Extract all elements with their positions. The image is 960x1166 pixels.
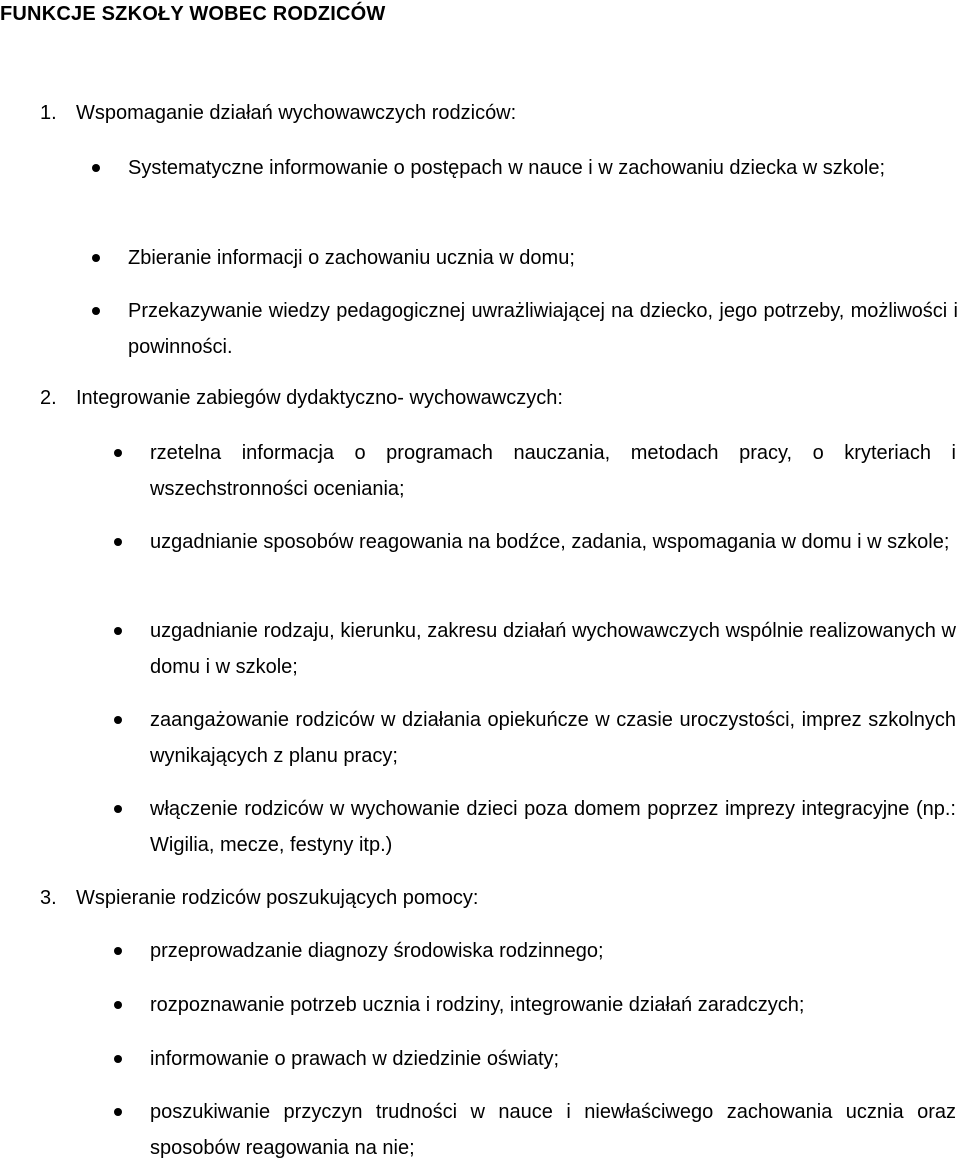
section-heading-text: Integrowanie zabiegów dydaktyczno- wychowawczych: — [76, 387, 563, 409]
bullet-icon — [114, 716, 122, 724]
list-item — [150, 613, 956, 685]
section-number: 1. — [40, 102, 57, 124]
list-item-text: informowanie o prawach w dziedzinie oświaty; — [150, 1048, 560, 1070]
bullet-icon — [92, 164, 100, 172]
list-item — [150, 702, 956, 774]
list-item-text: Systematyczne informowanie o postępach w nauce i w zachowaniu dziecka w szkole; — [128, 157, 886, 179]
bullet-icon — [114, 947, 122, 955]
bullet-icon — [92, 307, 100, 315]
list-item-text: uzgadnianie rodzaju, kierunku, zakresu działań wychowawczych wspólnie realizowanych w domu i w szkole; — [150, 620, 956, 678]
section-2-heading — [40, 386, 563, 410]
section-number: 2. — [40, 387, 57, 409]
list-item-text: rzetelna informacja o programach nauczania, metodach pracy, o kryteriach i wszechstronności oceniania; — [150, 442, 956, 500]
bullet-icon — [114, 538, 122, 546]
bullet-icon — [114, 805, 122, 813]
list-item-text: przeprowadzanie diagnozy środowiska rodzinnego; — [150, 940, 604, 962]
section-number: 3. — [40, 887, 57, 909]
list-item — [150, 1041, 956, 1077]
list-item — [150, 435, 956, 507]
list-item-text: Zbieranie informacji o zachowaniu ucznia w domu; — [128, 247, 575, 269]
list-item — [150, 791, 956, 863]
bullet-icon — [114, 627, 122, 635]
list-item — [128, 150, 958, 186]
list-item — [150, 933, 956, 969]
section-heading-text: Wspieranie rodziców poszukujących pomocy: — [76, 887, 479, 909]
document-title: FUNKCJE SZKOŁY WOBEC RODZICÓW — [0, 3, 386, 25]
list-item — [150, 1094, 956, 1166]
list-item-text: rozpoznawanie potrzeb ucznia i rodziny, integrowanie działań zaradczych; — [150, 994, 805, 1016]
list-item-text: włączenie rodziców w wychowanie dzieci poza domem poprzez imprezy integracyjne (np.: Wigilia, mecze, festyny itp.) — [150, 798, 956, 856]
list-item — [128, 240, 958, 276]
list-item-text: zaangażowanie rodziców w działania opiekuńcze w czasie uroczystości, imprez szkolnych wynikających z planu pracy; — [150, 709, 956, 767]
list-item — [150, 524, 956, 560]
bullet-icon — [92, 254, 100, 262]
bullet-icon — [114, 1108, 122, 1116]
list-item — [128, 293, 958, 365]
list-item-text: Przekazywanie wiedzy pedagogicznej uwrażliwiającej na dziecko, jego potrzeby, możliwości i powinności. — [128, 300, 958, 358]
list-item-text: uzgadnianie sposobów reagowania na bodźce, zadania, wspomagania w domu i w szkole; — [150, 531, 950, 553]
bullet-icon — [114, 449, 122, 457]
section-3-heading — [40, 886, 478, 910]
section-1-heading — [40, 101, 516, 125]
bullet-icon — [114, 1055, 122, 1063]
bullet-icon — [114, 1001, 122, 1009]
list-item-text: poszukiwanie przyczyn trudności w nauce i niewłaściwego zachowania ucznia oraz sposobów reagowania na nie; — [150, 1101, 956, 1159]
list-item — [150, 987, 956, 1023]
section-heading-text: Wspomaganie działań wychowawczych rodziców: — [76, 102, 517, 124]
